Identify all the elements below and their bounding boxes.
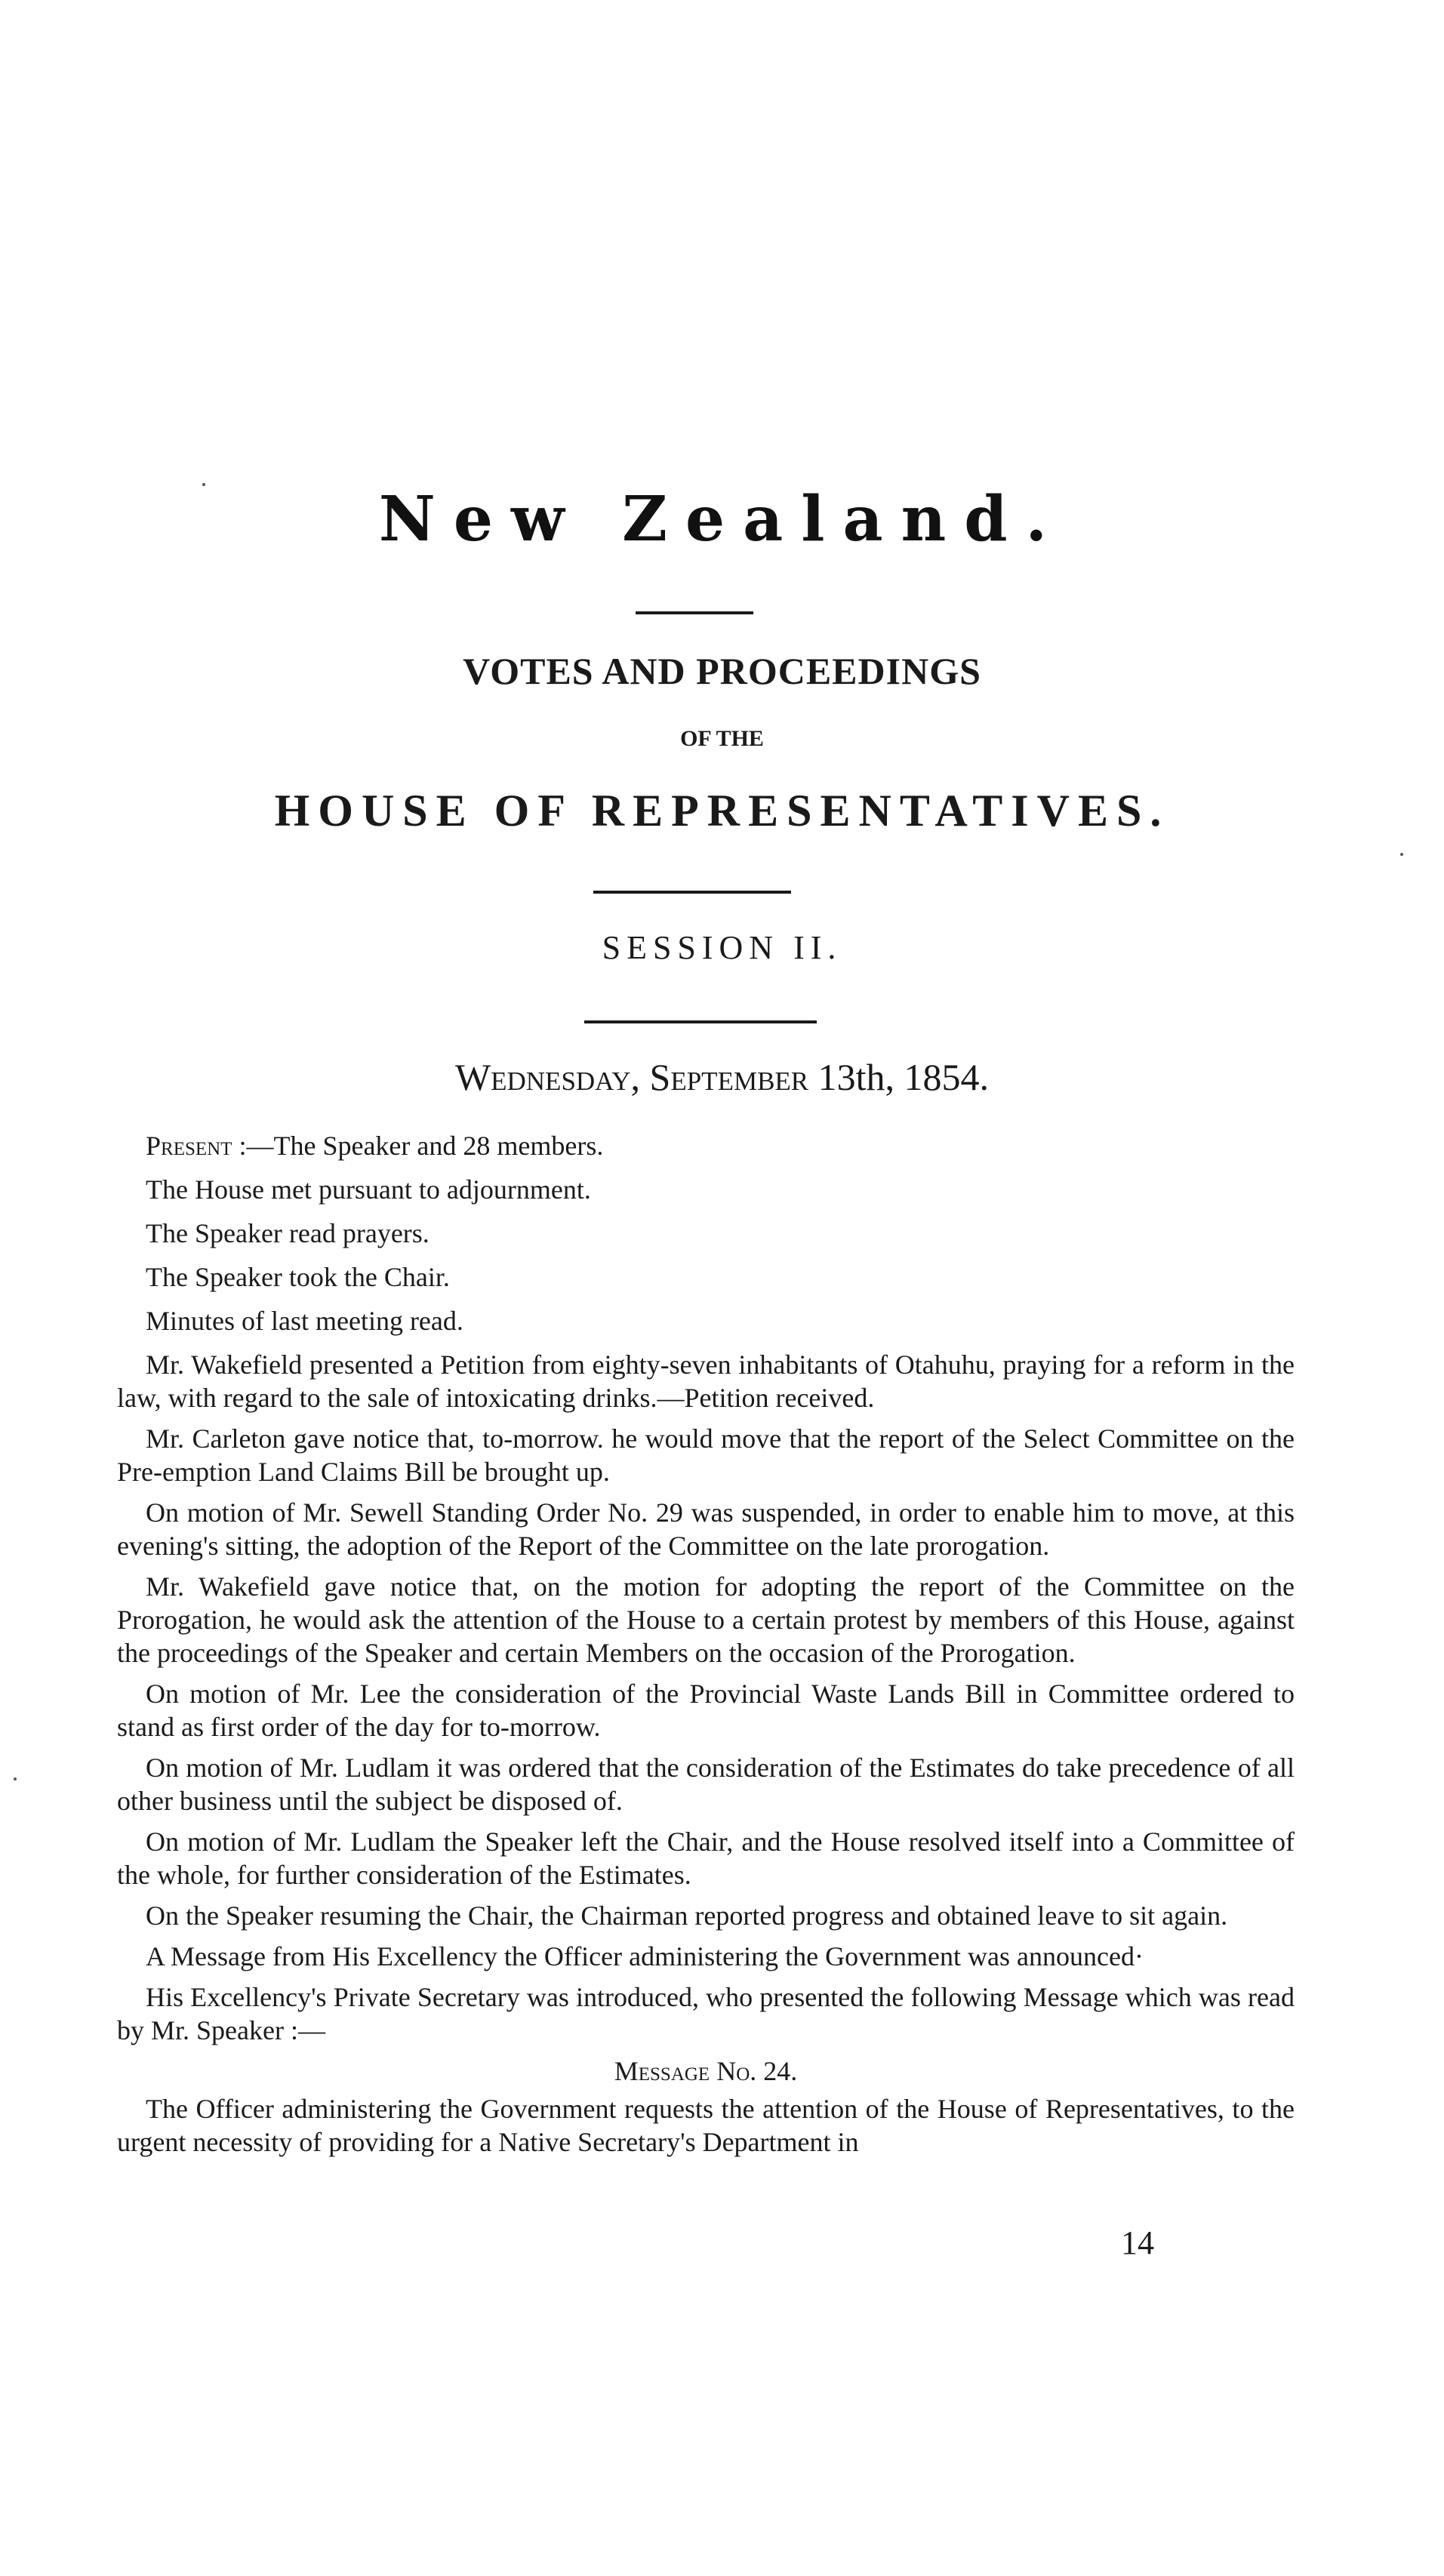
proceedings-paragraph: On the Speaker resuming the Chair, the Chairman reported progress and obtained leave to sit again. (146, 1900, 1228, 1931)
rule-1 (636, 611, 753, 614)
message-text: The Officer administering the Government requests the attention of the House of Representatives, to the urgent necessity of providing for a Native Secretary's Department in (117, 2094, 1295, 2157)
proceedings-paragraph: His Excellency's Private Secretary was introduced, who presented the following Message which was read by Mr. Speaker :— (117, 1982, 1295, 2045)
proceedings-paragraph: A Message from His Excellency the Officer administering the Government was announced· (146, 1941, 1144, 1971)
present-line (117, 1129, 1295, 1162)
proceedings-paragraph: Mr. Wakefield presented a Petition from eighty-seven inhabitants of Otahuhu, praying for a reform in the law, with regard to the sale of intoxicating drinks.—Petition received. (117, 1350, 1295, 1413)
present-text: :—The Speaker and 28 members. (239, 1131, 604, 1161)
proceedings-paragraph: On motion of Mr. Lee the consideration of the Provincial Waste Lands Bill in Committee ordered to stand as first order of the day for to-morrow. (117, 1679, 1295, 1742)
date-weekday: Wednesday, (454, 1056, 641, 1098)
proceedings-paragraph: The House met pursuant to adjournment. (146, 1174, 591, 1205)
rule-2 (593, 891, 791, 894)
page-number: 14 (1121, 2224, 1154, 2261)
title-votes-and-proceedings: VOTES AND PROCEEDINGS (463, 650, 981, 692)
title-of-the: OF THE (680, 726, 764, 751)
country-heading: New Zealand. (378, 483, 1066, 556)
proceedings-paragraph: Mr. Wakefield gave notice that, on the motion for adopting the report of the Committee on the Prorogation, he would ask the attention of the House to a certain protest by members of this House, against the proceedings of the Speaker and certain Members on the occasion of the Prorogation. (117, 1571, 1295, 1668)
print-speck (1400, 853, 1403, 856)
sitting-date (0, 1055, 1444, 1099)
proceedings-paragraph: On motion of Mr. Sewell Standing Order No. 29 was suspended, in order to enable him to move, at this evening's sitting, the adoption of the Report of the Committee on the late prorogation. (117, 1497, 1295, 1561)
print-speck (14, 1777, 17, 1780)
proceedings-paragraph: On motion of Mr. Ludlam the Speaker left the Chair, and the House resolved itself into a Committee of the whole, for further consideration of the Estimates. (117, 1827, 1295, 1890)
proceedings-paragraph: The Speaker read prayers. (146, 1218, 430, 1248)
message-heading: Message No. 24. (614, 2056, 798, 2086)
title-house-of-representatives: HOUSE OF REPRESENTATIVES. (274, 786, 1170, 836)
proceedings-paragraph: Mr. Carleton gave notice that, to-morrow. he would move that the report of the Select Committee on the Pre-emption Land Claims Bill be brought up. (117, 1423, 1295, 1487)
date-day-year: 13th, 1854. (817, 1056, 990, 1098)
date-month: September (649, 1056, 809, 1098)
proceedings-paragraph: The Speaker took the Chair. (146, 1262, 450, 1292)
proceedings-paragraph: On motion of Mr. Ludlam it was ordered that the consideration of the Estimates do take precedence of all other business until the subject be disposed of. (117, 1753, 1295, 1816)
rule-3 (584, 1020, 817, 1023)
proceedings-paragraph: Minutes of last meeting read. (146, 1306, 463, 1336)
proceedings-body (117, 1129, 1295, 2166)
present-label: Present (146, 1131, 232, 1161)
session-heading: SESSION II. (602, 929, 842, 966)
print-speck (202, 483, 205, 486)
